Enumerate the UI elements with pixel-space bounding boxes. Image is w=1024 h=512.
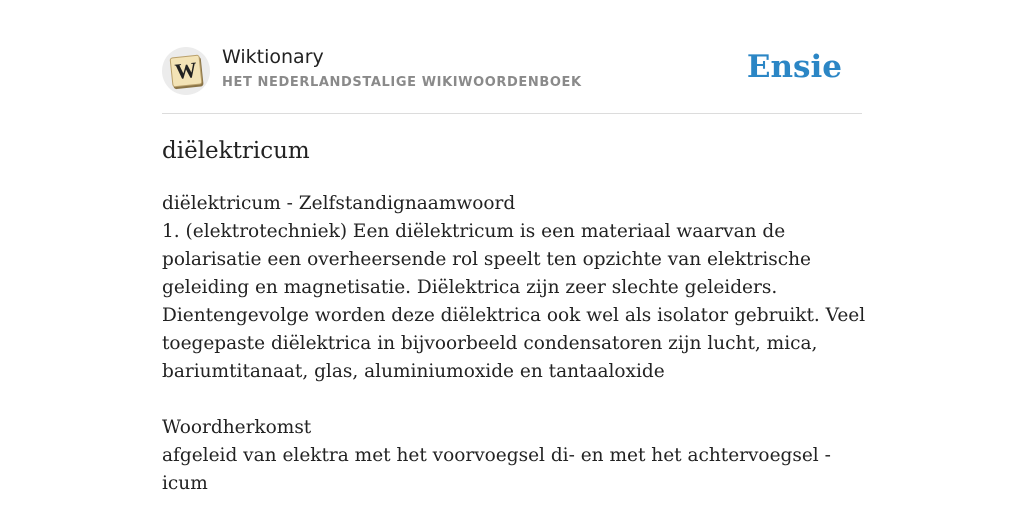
header — [162, 45, 862, 113]
site-name[interactable]: Wiktionary — [222, 46, 324, 68]
paragraph-gap — [162, 386, 867, 414]
header-divider — [162, 113, 862, 114]
site-tagline: HET NEDERLANDSTALIGE WIKIWOORDENBOEK — [222, 75, 582, 90]
etymology-heading: Woordherkomst — [162, 417, 312, 438]
logo-letter: W — [173, 56, 199, 85]
word-type-line: diëlektricum - Zelfstandignaamwoord — [162, 193, 516, 214]
page-title: diëlektricum — [162, 138, 310, 164]
ensie-brand-logo[interactable]: Ensie — [746, 49, 842, 85]
wiktionary-logo[interactable] — [162, 47, 210, 95]
etymology-text: afgeleid van elektra met het voorvoegsel di- en met het achtervoegsel -icum — [162, 445, 831, 494]
definition-text: 1. (elektrotechniek) Een diëlektricum is een materiaal waarvan de polarisatie een overheersende rol speelt ten opzichte van elektrische geleiding en magnetisatie. Diëlektrica zijn zeer slechte geleiders. Dientengevolge worden deze diëlektrica ook wel als isolator gebruikt. Veel toegepaste diëlektrica in bijvoorbeeld condensatoren zijn lucht, mica, bariumtitanaat, glas, aluminiumoxide en tantaaloxide — [162, 221, 866, 382]
entry-content — [162, 190, 867, 498]
logo-tile-icon — [170, 55, 203, 88]
